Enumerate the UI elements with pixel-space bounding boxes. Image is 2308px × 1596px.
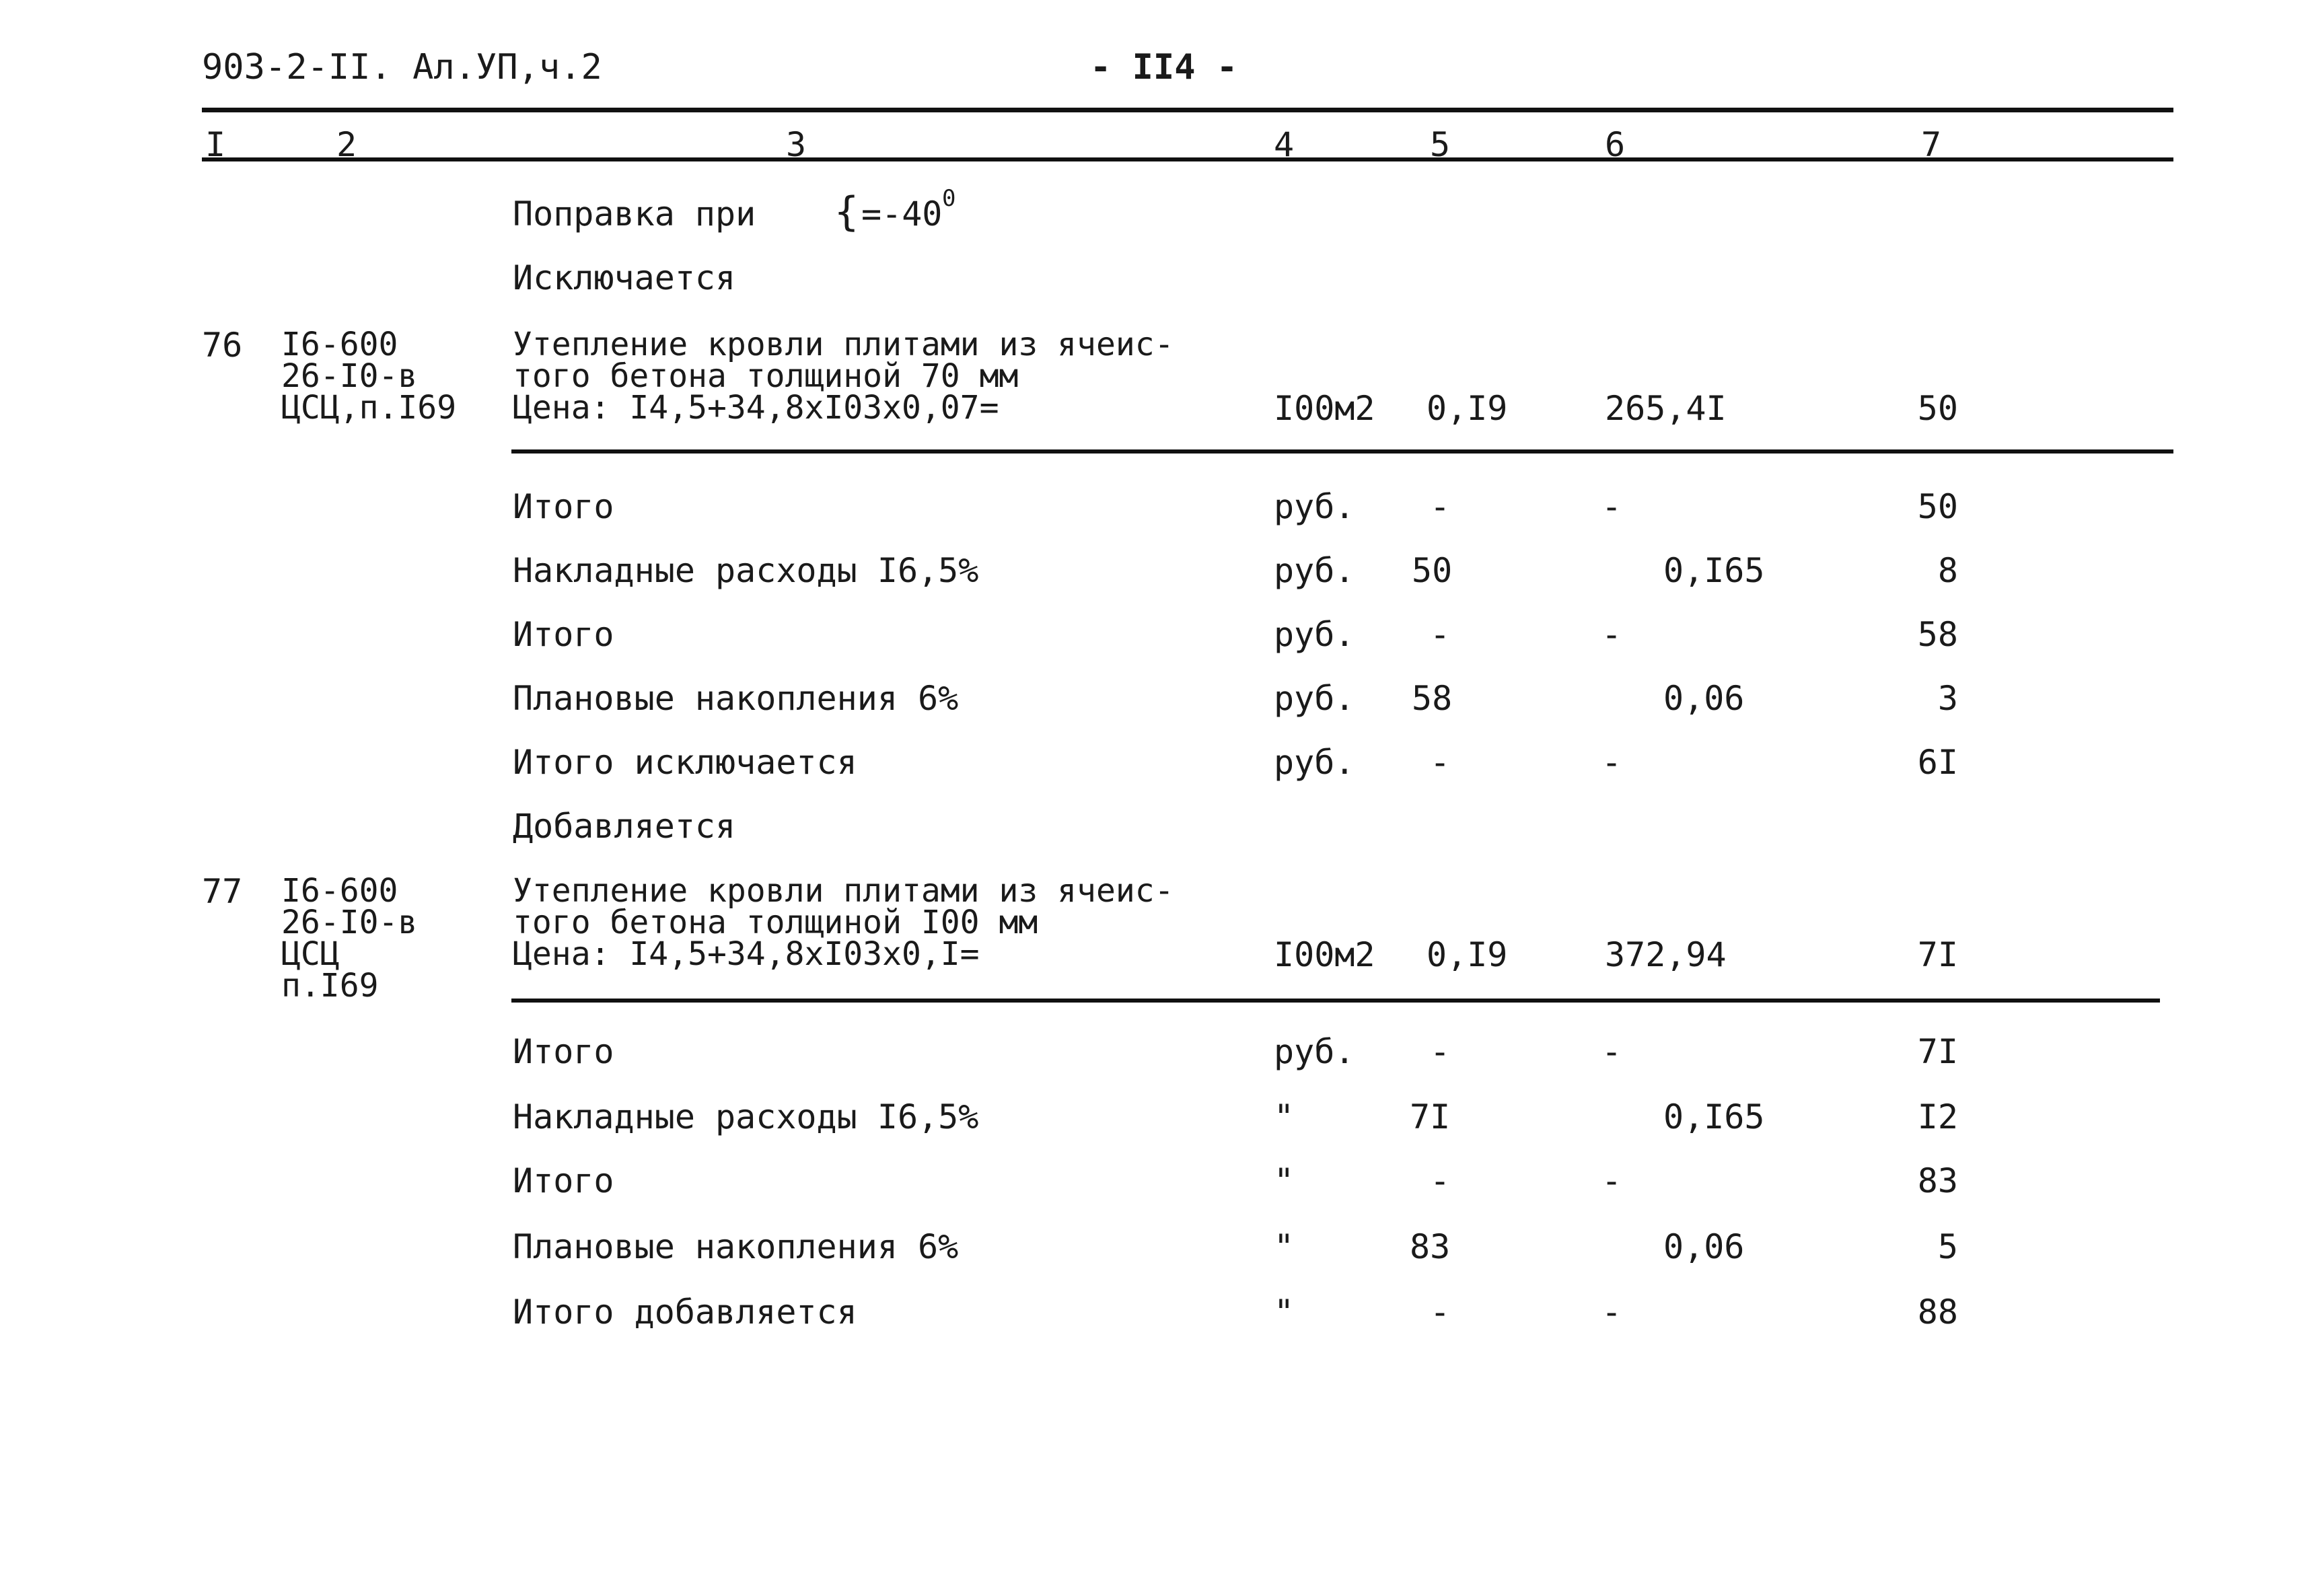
item-76-number: 76 [202, 326, 243, 365]
summary-unit: руб. [1274, 679, 1355, 718]
item-76-desc-line-3: Цена: I4,5+34,8хI03х0,07= [513, 389, 999, 427]
summary-col5: 50 [1412, 551, 1453, 590]
summary-total: 8 [1937, 551, 1958, 590]
summary-col6: - [1601, 743, 1622, 782]
column-header-6: 6 [1605, 125, 1626, 164]
summary-unit: " [1274, 1293, 1295, 1332]
summary-unit: руб. [1274, 1032, 1355, 1071]
summary-total: 7I [1917, 1032, 1958, 1071]
summary-col6: - [1601, 1293, 1622, 1332]
column-header-3: 3 [786, 125, 807, 164]
summary-label: Итого добавляется [513, 1293, 857, 1332]
summary-col6: 0,I65 [1663, 551, 1765, 590]
item-77-summary-rule [511, 999, 2160, 1003]
summary-unit: руб. [1274, 615, 1355, 654]
summary-unit: " [1274, 1161, 1295, 1200]
summary-unit: " [1274, 1097, 1295, 1136]
item-77-unit: I00м2 [1274, 935, 1375, 974]
summary-total: 88 [1917, 1293, 1958, 1332]
summary-col5: - [1429, 1161, 1451, 1200]
item-77-code-line-4: п.I69 [281, 967, 379, 1005]
summary-col6: 0,I65 [1663, 1097, 1765, 1136]
column-header-1: I [205, 125, 226, 164]
summary-label: Итого [513, 1032, 614, 1071]
summary-label: Накладные расходы I6,5% [513, 1097, 979, 1136]
summary-col5: - [1429, 743, 1451, 782]
column-header-2: 2 [336, 125, 357, 164]
item-77-number: 77 [202, 872, 243, 911]
summary-label: Плановые накопления 6% [513, 679, 959, 718]
summary-total: 5 [1937, 1227, 1958, 1266]
summary-col5: 83 [1410, 1227, 1451, 1266]
temperature-symbol: { [834, 188, 859, 235]
summary-label: Итого [513, 487, 614, 526]
summary-label: Накладные расходы I6,5% [513, 551, 979, 590]
summary-unit: " [1274, 1227, 1295, 1266]
item-77-desc-line-1: Утепление кровли плитами из ячеис- [513, 872, 1174, 910]
item-77-code-line-3: ЦСЦ [281, 935, 340, 973]
summary-total: 50 [1917, 487, 1958, 526]
summary-total: 83 [1917, 1161, 1958, 1200]
correction-value: =-40 [861, 194, 943, 233]
summary-label: Итого исключается [513, 743, 857, 782]
item-76-code-line-2: 26-I0-в [281, 357, 418, 395]
added-heading: Добавляется [513, 807, 736, 846]
summary-col6: - [1601, 1161, 1622, 1200]
item-77-total: 7I [1917, 935, 1958, 974]
item-77-code-line-2: 26-I0-в [281, 904, 418, 941]
item-77-unit-price: 372,94 [1605, 935, 1727, 974]
column-header-7: 7 [1921, 125, 1942, 164]
column-header-4: 4 [1274, 125, 1295, 164]
summary-col5: 7I [1410, 1097, 1451, 1136]
item-76-unit-price: 265,4I [1605, 389, 1727, 428]
summary-col5: - [1429, 1032, 1451, 1071]
item-77-desc-line-3: Цена: I4,5+34,8хI03х0,I= [513, 935, 980, 973]
item-76-code-line-1: I6-600 [281, 326, 398, 363]
summary-total: I2 [1917, 1097, 1958, 1136]
summary-col5: 58 [1412, 679, 1453, 718]
item-76-unit: I00м2 [1274, 389, 1375, 428]
summary-unit: руб. [1274, 487, 1355, 526]
summary-col6: - [1601, 487, 1622, 526]
summary-label: Плановые накопления 6% [513, 1227, 959, 1266]
column-header-5: 5 [1430, 125, 1451, 164]
summary-label: Итого [513, 615, 614, 654]
item-76-total: 50 [1917, 389, 1958, 428]
correction-degree: 0 [942, 185, 956, 212]
summary-col5: - [1429, 487, 1451, 526]
summary-label: Итого [513, 1161, 614, 1200]
header-bottom-rule [202, 157, 2173, 161]
item-77-code-line-1: I6-600 [281, 872, 398, 910]
item-76-quantity: 0,I9 [1427, 389, 1508, 428]
summary-col5: - [1429, 615, 1451, 654]
summary-total: 3 [1937, 679, 1958, 718]
summary-col5: - [1429, 1293, 1451, 1332]
summary-unit: руб. [1274, 551, 1355, 590]
summary-col6: 0,06 [1663, 1227, 1745, 1266]
item-77-desc-line-2: того бетона толщиной I00 мм [513, 904, 1038, 941]
excluded-heading: Исключается [513, 258, 736, 297]
item-76-code-line-3: ЦСЦ,п.I69 [281, 389, 457, 427]
item-77-quantity: 0,I9 [1427, 935, 1508, 974]
summary-col6: 0,06 [1663, 679, 1745, 718]
summary-col6: - [1601, 615, 1622, 654]
table-top-rule [202, 108, 2173, 112]
page-number: - II4 - [1090, 47, 1238, 87]
document-code: 903-2-II. Ал.УП,ч.2 [202, 47, 602, 87]
summary-col6: - [1601, 1032, 1622, 1071]
summary-total: 58 [1917, 615, 1958, 654]
correction-label: Поправка при [513, 194, 756, 233]
item-76-summary-rule [511, 449, 2173, 454]
summary-unit: руб. [1274, 743, 1355, 782]
summary-total: 6I [1917, 743, 1958, 782]
item-76-desc-line-2: того бетона толщиной 70 мм [513, 357, 1019, 395]
item-76-desc-line-1: Утепление кровли плитами из ячеис- [513, 326, 1174, 363]
